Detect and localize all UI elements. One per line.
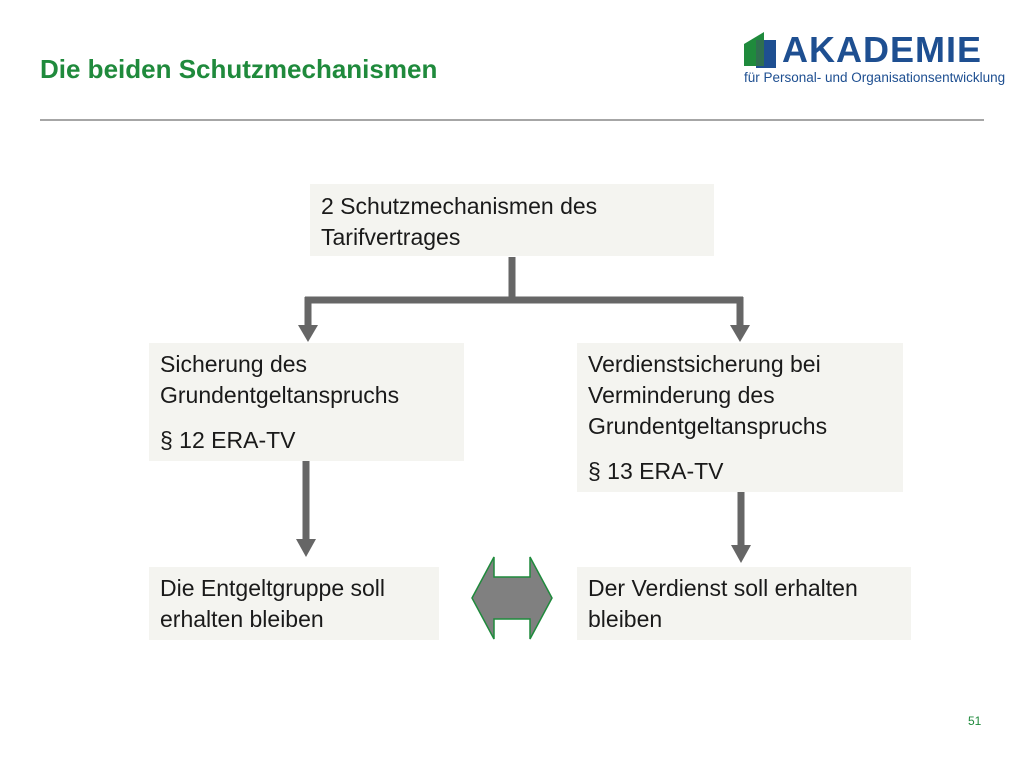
page-title: Die beiden Schutzmechanismen bbox=[40, 54, 438, 84]
left-box bbox=[149, 343, 464, 461]
logo-wordmark: AKADEMIE bbox=[782, 29, 983, 70]
arrowhead-bottom-left-icon bbox=[296, 539, 316, 557]
left-box-ref: § 12 ERA-TV bbox=[160, 427, 296, 453]
bottom-right-box bbox=[577, 567, 911, 640]
bottom-left-box-text: Die Entgeltgruppe soll erhalten bleiben bbox=[160, 575, 386, 632]
top-box-line2: Tarifvertrages bbox=[321, 224, 461, 250]
right-box-ref: § 13 ERA-TV bbox=[588, 458, 724, 484]
top-box bbox=[310, 184, 714, 256]
page-number: 51 bbox=[968, 714, 982, 728]
right-box bbox=[577, 343, 903, 492]
top-box-line1: 2 Schutzmechanismen des bbox=[321, 193, 598, 219]
right-box-text: Verdienstsicherung bei Verminderung des Grundentgeltanspruchs bbox=[588, 351, 828, 439]
arrowhead-bottom-right-icon bbox=[731, 545, 751, 563]
bottom-right-box-text: Der Verdienst soll erhalten bleiben bbox=[588, 575, 858, 632]
arrowhead-right-icon bbox=[730, 325, 750, 342]
bottom-left-box bbox=[149, 567, 439, 640]
logo-subtitle: für Personal- und Organisationsentwicklung bbox=[744, 70, 1006, 85]
arrowhead-left-icon bbox=[298, 325, 318, 342]
left-box-text: Sicherung des Grundentgeltanspruchs bbox=[160, 351, 400, 408]
double-arrow-icon bbox=[472, 557, 552, 639]
